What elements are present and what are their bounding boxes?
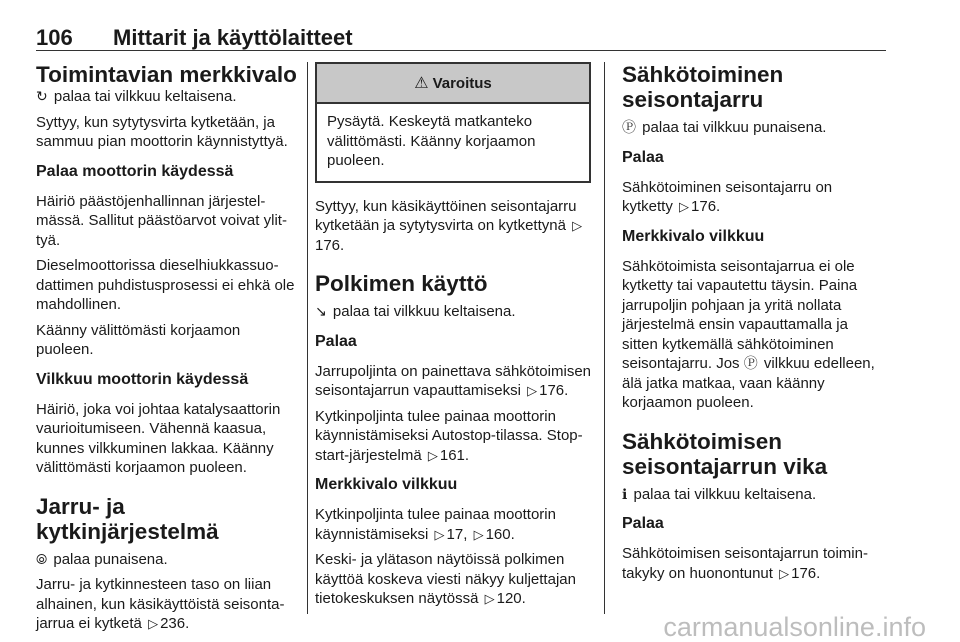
brake-warning-icon: ⦾ — [36, 550, 48, 567]
heading-lit: Palaa — [622, 515, 664, 532]
parking-brake-icon: Ⓟ — [743, 355, 758, 371]
paragraph: Sähkötoimista seisontajarrua ei ole kytketty tai vapautettu täysin. Paina jarrupoljin pohjaan ja yritä nollata järjestelmä ensin vapauttamalla ja sitten kytkemällä sähkötoiminen seisontajarru. Jos Ⓟ vilkkuu edelleen, älä jatka matkaa, vaan käänny korjaamon puoleen. — [622, 257, 875, 411]
pedal-icon: ↘ — [315, 303, 327, 319]
paragraph: Jarru- ja kytkinnesteen taso on liian alhainen, kun käsikäyttöistä seisontajarrua ei kytketä ▷ 236. — [36, 576, 285, 632]
paragraph: Syttyy, kun käsikäyttöinen seisontajarru kytketään ja sytytysvirta on kytkettynä ▷176. — [315, 197, 583, 254]
page-reference: 236. — [160, 615, 190, 632]
page-reference: 176. — [791, 564, 821, 582]
malfunction-icon-line: ↻ palaa tai vilkkuu keltaisena. — [36, 88, 237, 105]
paragraph: Syttyy, kun sytytysvirta kytketään, ja sammuu pian moottorin käynnistyttyä. — [36, 113, 288, 150]
paragraph: Dieselmoottorissa dieselhiukkassuodattimen puhdistusprosessi ei ehkä ole mahdollinen. — [36, 257, 295, 313]
warning-triangle-icon: ⚠ — [414, 75, 429, 92]
column-divider — [307, 62, 308, 614]
paragraph: Keski- ja ylätason näytöissä polkimen käyttöä koskeva viesti näkyy kuljettajan tietokeskuksen näytössä ▷ 120. — [315, 551, 576, 607]
warning-header — [317, 64, 589, 104]
paragraph: Käänny välittömästi korjaamon puoleen. — [36, 321, 241, 358]
paragraph: Häiriö, joka voi johtaa katalysaattorin vaurioitumiseen. Vähennä kaasua, kunnes vilkkuminen lakkaa. Käänny välittömästi korjaamon puoleen. — [36, 400, 281, 476]
paragraph: Jarrupoljinta on painettava sähkötoimisen seisontajarrun vapauttamiseksi ▷ 176. — [315, 362, 591, 399]
page-reference-icon: ▷ — [484, 591, 495, 606]
parking-brake-fault-icon: ℹ — [622, 485, 628, 502]
page-reference-icon: ▷ — [679, 199, 690, 214]
brake-icon-line: ⦾ palaa punaisena. — [36, 550, 168, 568]
warning-box — [315, 62, 591, 183]
watermark: carmanualsonline.info — [663, 612, 926, 642]
heading-electric-parking-brake: Sähkötoiminen seisontajarru — [622, 62, 784, 112]
page-number: 106 — [36, 25, 73, 50]
page-reference-icon: ▷ — [779, 565, 790, 581]
page-reference-icon: ▷ — [427, 447, 438, 463]
page-reference: 161. — [439, 446, 470, 464]
heading-lit: Palaa — [315, 332, 357, 350]
page-reference: 176. — [539, 382, 569, 399]
page-reference: 176. — [691, 198, 721, 215]
page-header — [36, 0, 886, 51]
page-reference: 17, — [446, 525, 468, 543]
column-right — [622, 62, 887, 583]
heading-parking-brake-fault: Sähkötoimisen seisontajarrun vika — [622, 428, 828, 479]
heading-pedal-operation: Polkimen käyttö — [315, 271, 488, 296]
page-reference-icon: ▷ — [527, 383, 538, 398]
paragraph: Sähkötoiminen seisontajarru on kytketty ▷ 176. — [622, 178, 833, 215]
page-reference: 176. — [315, 236, 345, 254]
warning-title: Varoitus — [432, 74, 492, 92]
heading-brake-clutch: Jarru- ja kytkinjärjestelmä — [36, 493, 219, 544]
heading-malfunction-lamp: Toimintavian merkkivalo — [36, 62, 297, 87]
page-reference-icon: ▷ — [434, 526, 445, 542]
page-reference-icon: ▷ — [572, 218, 583, 233]
column-left — [36, 62, 300, 634]
heading-lit: Palaa — [622, 148, 664, 166]
heading-lamp-flashing: Merkkivalo vilkkuu — [622, 227, 765, 245]
paragraph: Häiriö päästöjenhallinnan järjestelmässä. Sallitut päästöarvot voivat ylittyä. — [36, 192, 287, 249]
paragraph: Kytkinpoljinta tulee painaa moottorin käynnistämiseksi ▷ 17, ▷ 160. — [315, 506, 556, 543]
paragraph: Sähkötoimisen seisontajarrun toimintakyky on huonontunut ▷ 176. — [622, 545, 868, 582]
chapter-title: Mittarit ja käyttölaitteet — [113, 25, 353, 50]
page-reference-icon: ▷ — [148, 616, 159, 631]
heading-lamp-flashing: Merkkivalo vilkkuu — [315, 476, 458, 493]
fault-icon-line: ℹ palaa tai vilkkuu keltaisena. — [622, 485, 817, 503]
page-reference: 120. — [496, 590, 526, 607]
heading-flashing-engine-running: Vilkkuu moottorin käydessä — [36, 370, 249, 388]
engine-check-icon: ↻ — [36, 88, 48, 104]
pedal-icon-line: ↘ palaa tai vilkkuu keltaisena. — [315, 303, 516, 320]
column-middle — [315, 62, 591, 609]
parking-brake-icon: Ⓟ — [622, 119, 636, 135]
parking-icon-line: Ⓟ palaa tai vilkkuu punaisena. — [622, 119, 827, 136]
paragraph: Kytkinpoljinta tulee painaa moottorin käynnistämiseksi Autostop-tilassa. Stop-start-järjestelmä ▷ 161. — [315, 407, 583, 464]
column-divider — [604, 62, 605, 614]
page-reference-icon: ▷ — [473, 526, 484, 542]
heading-lit-engine-running: Palaa moottorin käydessä — [36, 162, 234, 180]
page-reference: 160. — [485, 525, 515, 543]
warning-text: Pysäytä. Keskeytä matkanteko välittömästi. Käänny korjaamon puoleen. — [327, 113, 536, 169]
